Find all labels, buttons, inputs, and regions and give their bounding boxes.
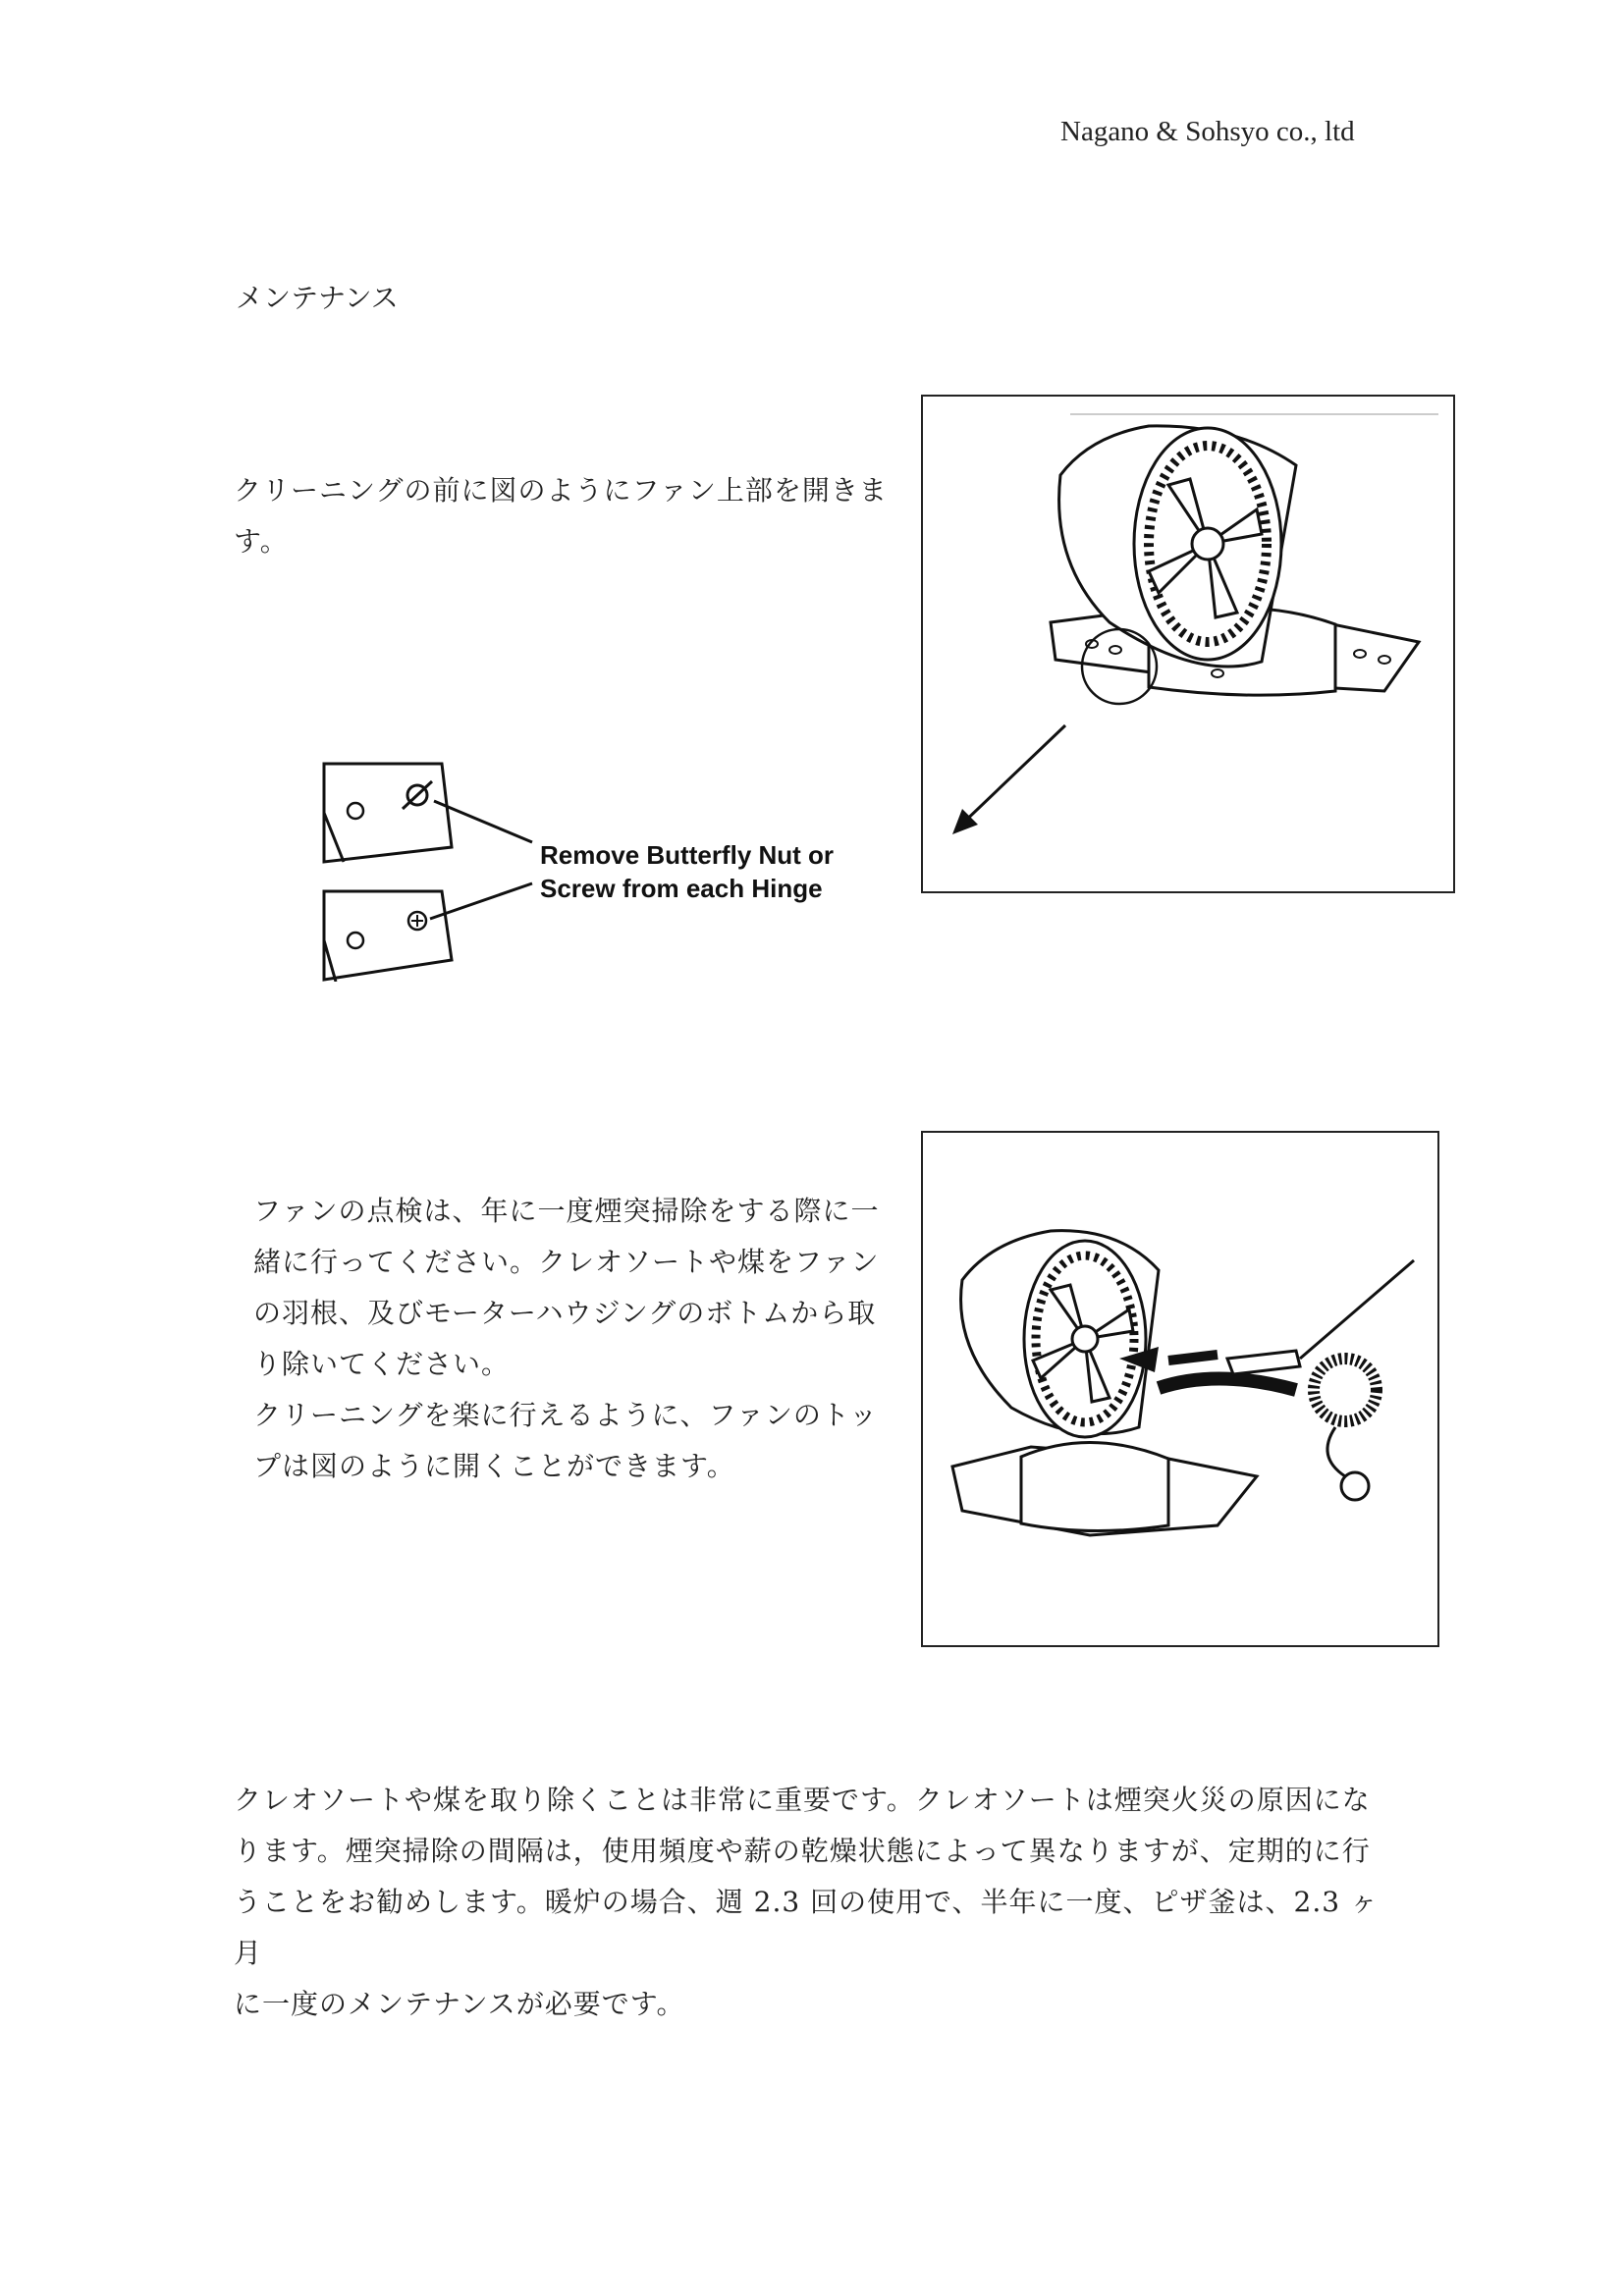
fan-open-drawing — [923, 397, 1453, 891]
paragraph-line: ります。煙突掃除の間隔は，使用頻度や薪の乾燥状態によって異なりますが、定期的に行 — [234, 1835, 1371, 1867]
paragraph-line: クリーニングを楽に行えるように、ファンのトッ — [253, 1399, 879, 1431]
paragraph-fan-inspection — [253, 1186, 901, 1492]
paragraph-line: り除いてください。 — [253, 1348, 511, 1380]
paragraph-creosote-importance — [234, 1775, 1392, 2030]
hinge-caption-line: Remove Butterfly Nut or — [540, 840, 835, 870]
hinge-drawing — [304, 754, 854, 982]
section-title: メンテナンス — [236, 282, 399, 314]
paragraph-line: クレオソートや煤を取り除くことは非常に重要です。クレオソートは煙突火災の原因にな — [234, 1784, 1371, 1816]
paragraph-line: に一度のメンテナンスが必要です。 — [234, 1988, 685, 2020]
paragraph-line: ファンの点検は、年に一度煙突掃除をする際に一 — [253, 1195, 880, 1227]
fan-open-illustration — [921, 395, 1455, 893]
paragraph-line: うことをお勧めします。暖炉の場合、週 2.3 回の使用で、半年に一度、ピザ釜は、2.3 ヶ月 — [234, 1886, 1379, 1969]
paragraph-line: クリーニングの前に図のようにファン上部を開きま — [234, 474, 888, 507]
paragraph-open-fan-top — [234, 465, 901, 567]
paragraph-line: プは図のように開くことができます。 — [253, 1450, 735, 1482]
paragraph-line: の羽根、及びモーターハウジングのボトムから取 — [253, 1297, 877, 1329]
company-name: Nagano & Sohsyo co., ltd — [1060, 116, 1355, 147]
fan-cleaning-drawing — [923, 1133, 1437, 1645]
paragraph-line: 緒に行ってください。クレオソートや煤をファン — [253, 1246, 880, 1278]
hinge-illustration — [304, 754, 854, 982]
fan-cleaning-illustration — [921, 1131, 1439, 1647]
paragraph-line: す。 — [234, 525, 289, 558]
hinge-caption-line: Screw from each Hinge — [540, 874, 823, 903]
